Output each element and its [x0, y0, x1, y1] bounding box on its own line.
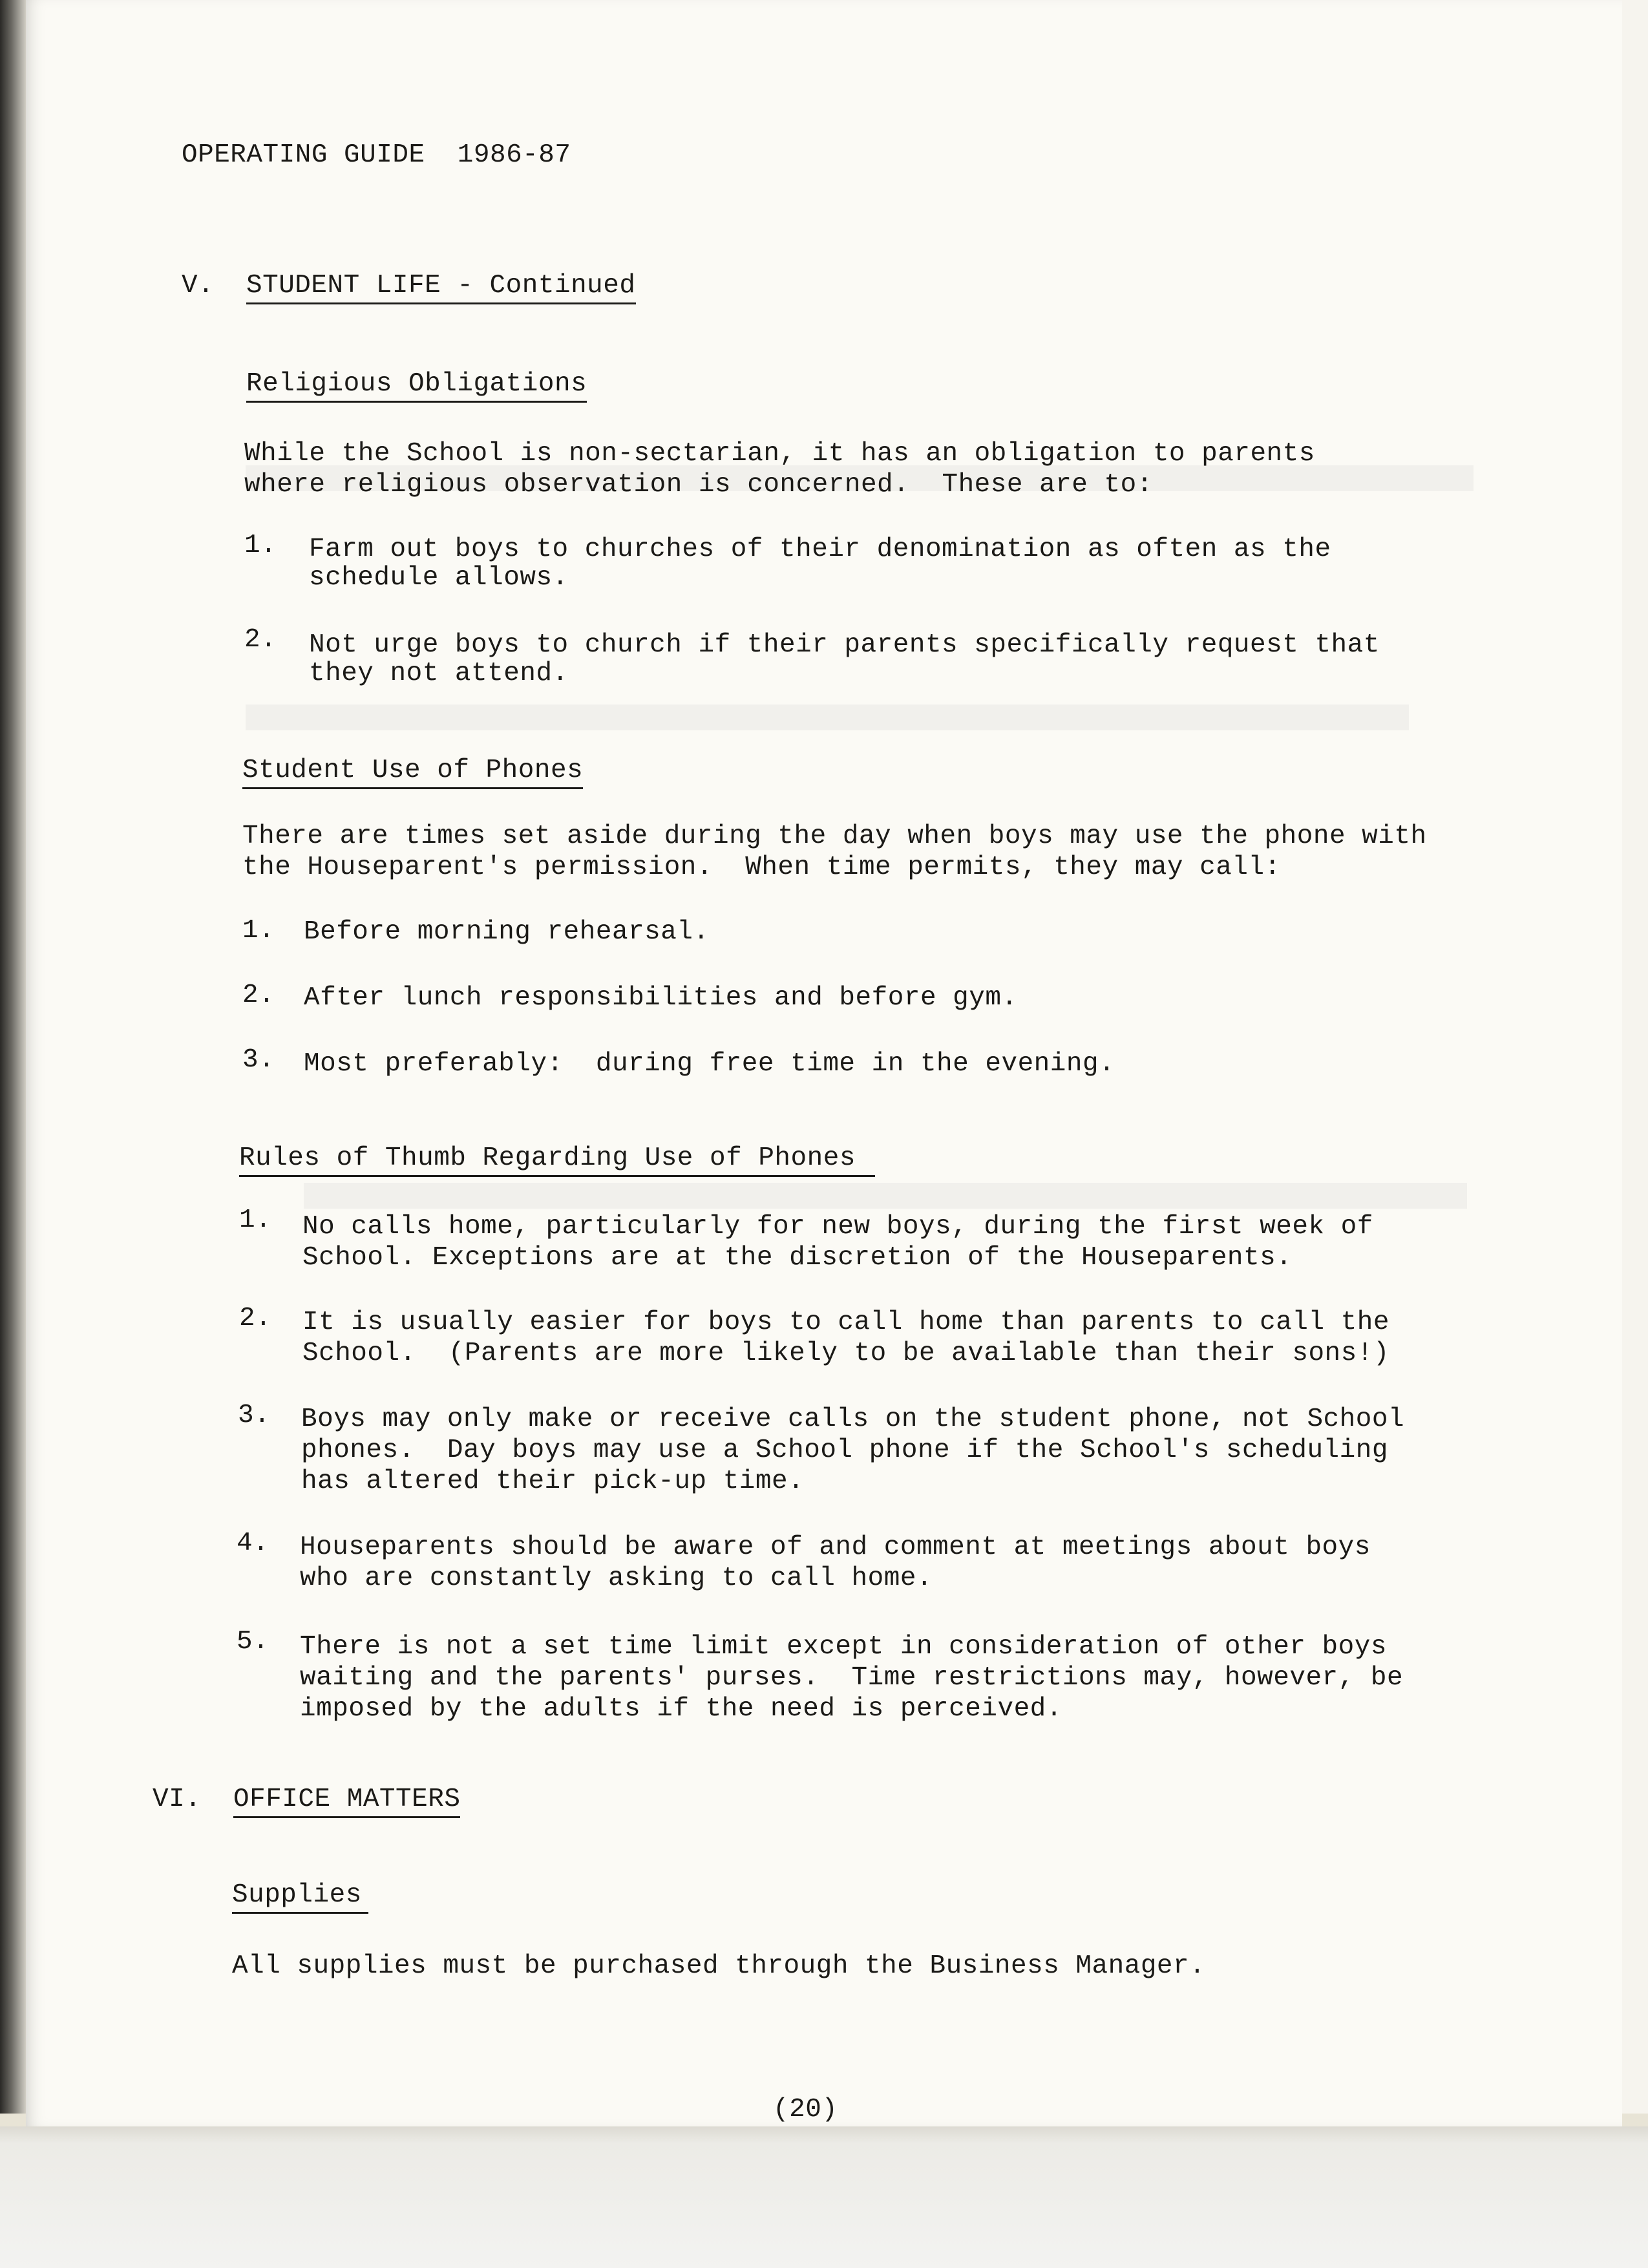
paragraph-line: where religious observation is concerned. These are to:: [244, 470, 1153, 500]
list-item-line: they not attend.: [309, 659, 569, 688]
paragraph-line: All supplies must be purchased through the Business Manager.: [232, 1951, 1206, 1981]
list-item-line: No calls home, particularly for new boys, during the first week of: [302, 1212, 1373, 1242]
list-number: 1.: [239, 1205, 272, 1235]
scanner-bed: [0, 2126, 1648, 2268]
paragraph-line: the Houseparent's permission. When time permits, they may call:: [242, 853, 1281, 882]
section-heading: STUDENT LIFE - Continued: [246, 270, 636, 304]
list-number: 2.: [239, 1304, 272, 1333]
list-item-line: Not urge boys to church if their parents specifically request that: [309, 630, 1380, 660]
list-item-line: who are constantly asking to call home.: [300, 1563, 933, 1593]
subsection-heading: Supplies: [232, 1880, 368, 1914]
list-number: 3.: [238, 1401, 271, 1430]
bleed-through: [246, 705, 1409, 730]
subsection-heading: Student Use of Phones: [242, 755, 583, 789]
list-item-line: waiting and the parents' purses. Time restrictions may, however, be: [300, 1663, 1404, 1693]
list-number: 4.: [237, 1529, 269, 1558]
document-header: OPERATING GUIDE 1986-87: [182, 140, 571, 170]
list-item-line: Before morning rehearsal.: [304, 917, 710, 947]
list-item-line: Farm out boys to churches of their denomination as often as the: [309, 535, 1331, 564]
list-item-line: Most preferably: during free time in the evening.: [304, 1049, 1115, 1079]
section-numeral: V.: [182, 271, 215, 301]
paragraph-line: While the School is non-sectarian, it has an obligation to parents: [244, 439, 1315, 469]
page-number: (20): [773, 2095, 838, 2125]
list-number: 3.: [242, 1045, 275, 1075]
bleed-through: [304, 1183, 1467, 1209]
list-item-line: There is not a set time limit except in consideration of other boys: [300, 1632, 1387, 1662]
subsection-heading: Religious Obligations: [246, 368, 587, 403]
section-numeral: VI.: [153, 1785, 202, 1814]
list-number: 2.: [244, 625, 277, 655]
list-item-line: Boys may only make or receive calls on the student phone, not School: [301, 1404, 1405, 1434]
list-item-line: Houseparents should be aware of and comment at meetings about boys: [300, 1532, 1371, 1562]
list-item-line: School. (Parents are more likely to be available than their sons!): [302, 1339, 1389, 1368]
paragraph-line: There are times set aside during the day when boys may use the phone with: [242, 821, 1427, 851]
list-item-line: phones. Day boys may use a School phone if the School's scheduling: [301, 1436, 1388, 1465]
list-item-line: School. Exceptions are at the discretion of the Houseparents.: [302, 1243, 1293, 1273]
list-number: 1.: [244, 531, 277, 560]
list-number: 2.: [242, 980, 275, 1010]
list-item-line: It is usually easier for boys to call home than parents to call the: [302, 1308, 1389, 1337]
list-item-line: has altered their pick-up time.: [301, 1467, 805, 1496]
section-heading: OFFICE MATTERS: [233, 1784, 460, 1818]
list-item-line: schedule allows.: [309, 563, 569, 593]
subsection-heading: Rules of Thumb Regarding Use of Phones: [239, 1143, 875, 1177]
list-number: 5.: [237, 1627, 269, 1657]
list-item-line: After lunch responsibilities and before gym.: [304, 983, 1018, 1013]
list-item-line: imposed by the adults if the need is perceived.: [300, 1694, 1062, 1724]
list-number: 1.: [242, 916, 275, 946]
